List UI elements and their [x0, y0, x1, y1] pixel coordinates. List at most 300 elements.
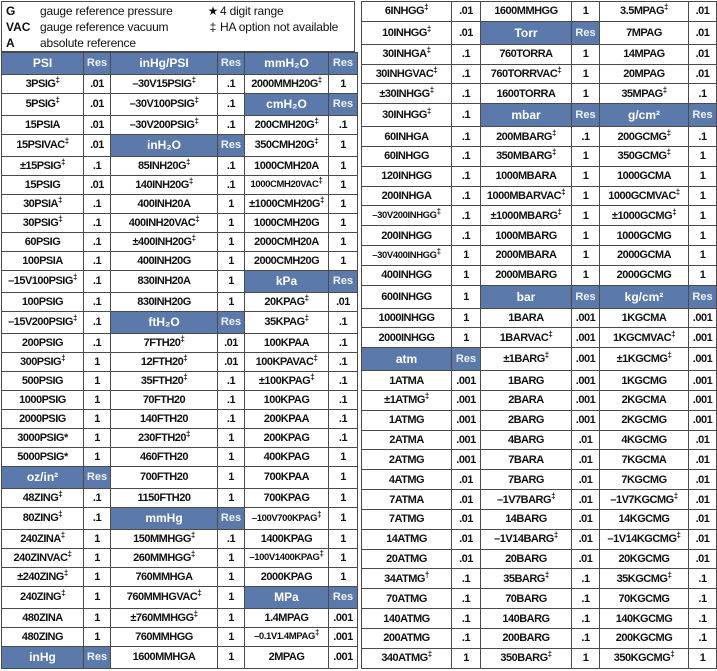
resolution-cell: .001	[572, 348, 600, 371]
table-row	[2, 74, 358, 93]
unit-range-cell: ±15PSIG‡	[2, 156, 84, 175]
unit-range-cell: 1000CMH20VAC‡	[245, 175, 329, 194]
resolution-cell: 1	[452, 308, 481, 328]
resolution-cell: 1	[218, 232, 245, 251]
unit-range-cell: 140FTH20	[111, 409, 218, 428]
unit-range-cell: 2MPAG	[245, 646, 329, 668]
footnote-marker: ‡	[57, 195, 62, 205]
unit-range-cell: 760TORRA	[481, 44, 572, 64]
table-row	[362, 589, 717, 609]
table-row	[2, 646, 358, 668]
resolution-cell: 1	[329, 156, 358, 175]
unit-range-cell: 100PSIA	[2, 251, 84, 270]
footnote-marker: ‡	[424, 2, 429, 12]
star-icon: ★	[207, 4, 219, 18]
unit-range-cell: 1600TORRA	[481, 84, 572, 104]
resolution-cell: 1	[329, 74, 358, 93]
footnote-marker: ‡	[191, 75, 196, 85]
unit-range-cell: –100V1400KPAG‡	[245, 548, 329, 567]
resolution-cell: 1	[329, 175, 358, 194]
resolution-cell: 1	[218, 466, 245, 488]
resolution-cell: 1	[452, 285, 481, 308]
unit-range-cell: 3.5MPAG‡	[600, 2, 689, 22]
resolution-cell: .1	[452, 104, 481, 127]
unit-range-cell: 200BARG	[481, 628, 572, 648]
table-row	[2, 311, 358, 333]
unit-range-cell: 120INHGG	[362, 166, 452, 186]
table-row	[362, 206, 717, 226]
section-header-cell: mmH₂O	[245, 53, 329, 75]
res-header-cell: Res	[84, 466, 111, 488]
resolution-cell: .001	[689, 348, 717, 371]
table-row	[362, 104, 717, 127]
footnote-marker: ‡	[667, 350, 672, 360]
table-row	[362, 648, 717, 668]
unit-range-cell: ±1000CMH20G‡	[245, 194, 329, 213]
resolution-cell: .1	[329, 311, 358, 333]
unit-range-cell: 35FTH20‡	[111, 371, 218, 390]
unit-range-cell: 15PSIA	[2, 115, 84, 134]
unit-range-cell: 400INH20VAC‡	[111, 213, 218, 232]
resolution-cell: 1	[689, 146, 717, 166]
resolution-cell: 1	[218, 194, 245, 213]
resolution-cell: .1	[84, 156, 111, 175]
unit-range-cell: 140KGCMG	[600, 609, 689, 629]
resolution-cell: .001	[572, 410, 600, 430]
unit-range-cell: 350GCMG‡	[600, 146, 689, 166]
footnote-marker: ‡	[547, 649, 552, 659]
unit-range-cell: –30V200PSIG‡	[111, 115, 218, 134]
unit-range-cell: 1000MBARVAC‡	[481, 186, 572, 206]
unit-range-cell: 500PSIG	[2, 371, 84, 390]
unit-range-cell: 70ATMG	[362, 589, 452, 609]
pressure-range-table-left	[1, 52, 358, 669]
table-row	[362, 186, 717, 206]
unit-range-cell: ±100KPAG‡	[245, 371, 329, 390]
legend-footnote-keys	[206, 3, 338, 51]
resolution-cell: .1	[329, 390, 358, 409]
unit-range-cell: 14KGCMG	[600, 509, 689, 529]
footnote-marker: ‡	[194, 95, 199, 105]
resolution-cell: 1	[218, 292, 245, 311]
table-row	[2, 567, 358, 586]
table-row	[362, 166, 717, 186]
table-row	[2, 548, 358, 567]
resolution-cell: .01	[689, 2, 717, 22]
unit-range-cell: 4BARG	[481, 430, 572, 450]
unit-range-cell: 400INHGG	[362, 265, 452, 285]
section-header-cell: inHg	[2, 646, 84, 668]
footnote-marker: ‡	[304, 313, 309, 323]
unit-range-cell: 340ATMG‡	[362, 648, 452, 668]
footnote-marker: ‡	[676, 530, 681, 540]
resolution-cell: .01	[329, 292, 358, 311]
resolution-cell: .001	[329, 646, 358, 668]
resolution-cell: .01	[689, 529, 717, 549]
resolution-cell: 1	[84, 548, 111, 567]
footnote-marker: ‡	[195, 214, 200, 224]
unit-range-cell: 85INH20G‡	[111, 156, 218, 175]
footnote-marker: ‡	[314, 116, 319, 126]
table-row	[362, 569, 717, 589]
unit-range-cell: 2KGCMA	[600, 390, 689, 410]
table-row	[2, 428, 358, 447]
unit-range-cell: 2000MBARA	[481, 246, 572, 266]
resolution-cell: .1	[452, 589, 481, 609]
footnote-marker: ‡	[666, 147, 671, 157]
table-row	[362, 285, 717, 308]
resolution-cell: 1	[329, 232, 358, 251]
unit-range-cell: 200MBARG‡	[481, 127, 572, 147]
unit-range-cell: 14ATMG	[362, 529, 452, 549]
footnote-marker: ‡	[548, 329, 553, 339]
resolution-cell: 1	[218, 251, 245, 270]
resolution-cell: 1	[218, 270, 245, 292]
footnote-marker: ‡	[61, 157, 65, 167]
unit-range-cell: 200KGCMG	[600, 628, 689, 648]
unit-range-cell: ±30INHGG‡	[362, 84, 452, 104]
table-row	[362, 64, 717, 84]
footnote-marker: ‡	[67, 549, 72, 559]
unit-range-cell: 200INHGG	[362, 226, 452, 246]
table-row	[362, 84, 717, 104]
resolution-cell: .1	[84, 311, 111, 333]
unit-range-cell: 400INH20A	[111, 194, 218, 213]
unit-range-cell: 35KPAG‡	[245, 311, 329, 333]
table-row	[2, 409, 358, 428]
section-header-cell: inH₂O	[111, 134, 218, 156]
table-row	[2, 371, 358, 390]
unit-range-cell: 830INH20A	[111, 270, 218, 292]
footnote-marker: ‡	[426, 45, 431, 55]
unit-range-cell: 3000PSIG*	[2, 428, 84, 447]
footnote-marker: ‡	[72, 313, 77, 323]
unit-range-cell: 350CMH20G‡	[245, 134, 329, 156]
resolution-cell: .001	[689, 371, 717, 391]
resolution-cell: .01	[84, 115, 111, 134]
unit-range-cell: 200KPAG	[245, 428, 329, 447]
footnote-marker: ‡	[183, 372, 188, 382]
legend-reference-keys	[6, 3, 206, 51]
footnote-marker: ‡	[318, 176, 323, 186]
resolution-cell: 1	[329, 194, 358, 213]
resolution-cell: 1	[452, 265, 481, 285]
unit-range-cell: 70BARG	[481, 589, 572, 609]
table-row	[2, 627, 358, 646]
table-row	[362, 509, 717, 529]
resolution-cell: .1	[329, 409, 358, 428]
unit-range-cell: 30PSIA‡	[2, 194, 84, 213]
resolution-cell: .001	[452, 390, 481, 410]
unit-range-cell: 100PSIG	[2, 292, 84, 311]
table-row	[2, 175, 358, 194]
unit-range-cell: 1BARVAC‡	[481, 328, 572, 348]
unit-range-cell: 2000CMH20G	[245, 251, 329, 270]
table-row	[362, 308, 717, 328]
unit-range-cell: 260MMHGG‡	[111, 548, 218, 567]
footnote-marker: ‡	[193, 609, 198, 619]
resolution-cell: .1	[329, 115, 358, 134]
unit-range-cell: 1600MMHGG	[481, 2, 572, 22]
unit-range-cell: 480ZINA	[2, 608, 84, 627]
footnote-marker: ‡	[58, 489, 63, 499]
table-row	[2, 333, 358, 352]
footnote-marker: ‡	[186, 157, 190, 167]
table-row	[2, 213, 358, 232]
unit-range-cell: 2KGCMG	[600, 410, 689, 430]
table-row	[362, 348, 717, 371]
unit-range-cell: 1ATMA	[362, 371, 452, 391]
unit-range-cell: ±1000MBARG‡	[481, 206, 572, 226]
unit-range-cell: 760MMHGVAC‡	[111, 586, 218, 608]
unit-range-cell: 5PSIG‡	[2, 93, 84, 115]
resolution-cell: 1	[218, 646, 245, 668]
unit-range-cell: 15PSIVAC‡	[2, 134, 84, 156]
resolution-cell: 1	[84, 529, 111, 548]
footnote-marker: ‡	[183, 353, 188, 363]
table-row	[2, 352, 358, 371]
resolution-cell: 1	[329, 567, 358, 586]
footnote-marker: ‡	[429, 85, 434, 95]
resolution-cell: .1	[452, 84, 481, 104]
footnote-marker: ‡	[197, 588, 202, 598]
table-row	[2, 251, 358, 270]
resolution-cell: 1	[329, 507, 358, 529]
unit-range-cell: 240ZINA‡	[2, 529, 84, 548]
footnote-marker: ‡	[557, 207, 562, 217]
resolution-cell: .01	[452, 509, 481, 529]
unit-range-cell: 200PSIG	[2, 333, 84, 352]
resolution-cell: 1	[84, 371, 111, 390]
table-row	[2, 507, 358, 529]
footnote-marker: ‡	[436, 207, 441, 217]
res-header-cell: Res	[218, 134, 245, 156]
footnote-marker: ‡	[673, 490, 678, 500]
footnote-marker: ‡	[426, 106, 431, 116]
unit-range-cell: 12FTH20‡	[111, 352, 218, 371]
resolution-cell: .001	[329, 608, 358, 627]
footnote-marker: ‡	[544, 570, 549, 580]
unit-range-cell: 200INHGA	[362, 186, 452, 206]
table-row	[2, 292, 358, 311]
resolution-cell: .01	[572, 450, 600, 470]
res-header-cell: Res	[572, 21, 600, 44]
unit-range-cell: –1V7KGCMG‡	[600, 490, 689, 510]
resolution-cell: .01	[572, 430, 600, 450]
legend-symbol: VAC	[6, 20, 31, 34]
resolution-cell: .01	[572, 549, 600, 569]
resolution-cell: .01	[452, 21, 481, 44]
res-header-cell: Res	[572, 104, 600, 127]
legend-symbol: A	[6, 36, 15, 50]
unit-range-cell: –30V200INHGG‡	[362, 206, 452, 226]
resolution-cell: .01	[84, 93, 111, 115]
unit-range-cell: 1KGCMG	[600, 371, 689, 391]
resolution-cell: .1	[572, 127, 600, 147]
resolution-cell: .001	[689, 410, 717, 430]
resolution-cell: .01	[689, 44, 717, 64]
footnote-marker: ‡	[190, 549, 195, 559]
unit-range-cell: 700KPAG	[245, 488, 329, 507]
table-row	[362, 450, 717, 470]
unit-range-cell: 3PSIG‡	[2, 74, 84, 93]
table-row	[2, 488, 358, 507]
footnote-marker: ‡	[317, 75, 322, 85]
resolution-cell: 1	[329, 447, 358, 466]
resolution-cell: .01	[452, 2, 481, 22]
unit-range-cell: –30V400INHGG‡	[362, 246, 452, 266]
unit-range-cell: 200GCMG‡	[600, 127, 689, 147]
footnote-marker: ‡	[60, 530, 65, 540]
unit-range-cell: –1V14KGCMG‡	[600, 529, 689, 549]
section-header-cell: cmH₂O	[245, 93, 329, 115]
legend-note-description: 4 digit range	[220, 4, 284, 18]
resolution-cell: .1	[572, 569, 600, 589]
footnote-marker: ‡	[433, 65, 438, 75]
unit-range-cell: 700KPAA	[245, 466, 329, 488]
resolution-cell: 1	[572, 206, 600, 226]
resolution-cell: .1	[452, 628, 481, 648]
unit-range-cell: 15PSIG	[2, 175, 84, 194]
resolution-cell: 1	[452, 648, 481, 668]
footnote-marker: ‡	[58, 214, 63, 224]
resolution-cell: .001	[452, 450, 481, 470]
resolution-cell: .01	[689, 470, 717, 490]
unit-range-cell: 4KGCMG	[600, 430, 689, 450]
table-row	[2, 232, 358, 251]
unit-range-cell: 760MMHGG	[111, 627, 218, 646]
resolution-cell: .01	[452, 490, 481, 510]
resolution-cell: .001	[689, 390, 717, 410]
unit-range-cell: 230FTH20‡	[111, 428, 218, 447]
legend-note	[206, 19, 338, 35]
table-row	[362, 628, 717, 648]
resolution-cell: 1	[218, 213, 245, 232]
footnote-marker: ‡	[188, 176, 193, 186]
table-row	[362, 609, 717, 629]
unit-range-cell: 7MPAG	[600, 21, 689, 44]
unit-range-cell: –1V14BARG‡	[481, 529, 572, 549]
resolution-cell: 1	[329, 548, 358, 567]
unit-range-cell: –30V100PSIG‡	[111, 93, 218, 115]
resolution-cell: 1	[572, 226, 600, 246]
unit-range-cell: 2000GCMA	[600, 246, 689, 266]
table-row	[362, 529, 717, 549]
unit-range-cell: 2ATMA	[362, 430, 452, 450]
unit-range-cell: 4ATMG	[362, 470, 452, 490]
unit-range-cell: 60PSIG	[2, 232, 84, 251]
footnote-marker: ‡	[427, 649, 432, 659]
resolution-cell: 1	[84, 409, 111, 428]
resolution-cell: .01	[572, 509, 600, 529]
section-header-cell: inHg/PSI	[111, 53, 218, 75]
resolution-cell: 1	[329, 466, 358, 488]
unit-range-cell: –100V700KPAG‡	[245, 507, 329, 529]
unit-range-cell: 2BARA	[481, 390, 572, 410]
resolution-cell: 1	[689, 186, 717, 206]
resolution-cell: .1	[84, 507, 111, 529]
unit-range-cell: 30INHGG‡	[362, 104, 452, 127]
unit-range-cell: 1000GCMG	[600, 226, 689, 246]
unit-range-cell: 30PSIG‡	[2, 213, 84, 232]
resolution-cell: 1	[572, 2, 600, 22]
resolution-cell: 1	[329, 213, 358, 232]
unit-range-cell: 2000GCMG	[600, 265, 689, 285]
resolution-cell: .1	[84, 488, 111, 507]
unit-range-cell: 350KGCMG‡	[600, 648, 689, 668]
section-header-cell: Torr	[481, 21, 572, 44]
footnote-marker: ‡	[544, 350, 549, 360]
unit-range-cell: 700FTH20	[111, 466, 218, 488]
resolution-cell: 1	[329, 251, 358, 270]
pressure-range-table-right	[361, 1, 717, 669]
unit-range-cell: 20BARG	[481, 549, 572, 569]
resolution-cell: .01	[452, 529, 481, 549]
unit-range-cell: 1KGCMA	[600, 308, 689, 328]
resolution-cell: 1	[329, 529, 358, 548]
unit-range-cell: 2000PSIG	[2, 409, 84, 428]
resolution-cell: .001	[452, 410, 481, 430]
unit-range-cell: 30INHGA‡	[362, 44, 452, 64]
resolution-cell: .1	[218, 371, 245, 390]
res-header-cell: Res	[218, 53, 245, 75]
resolution-cell: .1	[218, 93, 245, 115]
unit-range-cell: 600INHGG	[362, 285, 452, 308]
resolution-cell: .1	[689, 127, 717, 147]
res-header-cell: Res	[218, 311, 245, 333]
table-row	[362, 2, 717, 22]
resolution-cell: .01	[84, 175, 111, 194]
section-header-cell: mbar	[481, 104, 572, 127]
legend-item	[6, 19, 206, 35]
unit-range-cell: 460FTH20	[111, 447, 218, 466]
resolution-cell: 1	[329, 134, 358, 156]
footnote-marker: ‡	[551, 490, 556, 500]
resolution-cell: .001	[689, 328, 717, 348]
unit-range-cell: 7BARG	[481, 470, 572, 490]
footnote-marker: ‡	[61, 353, 66, 363]
unit-range-cell: 20MPAG	[600, 64, 689, 84]
legend-item	[6, 3, 206, 19]
unit-range-cell: 300PSIG‡	[2, 352, 84, 371]
footnote-marker: ‡	[551, 147, 556, 157]
resolution-cell: .1	[572, 628, 600, 648]
resolution-cell: .01	[689, 509, 717, 529]
section-header-cell: MPa	[245, 586, 329, 608]
footnote-marker: ‡	[304, 293, 309, 303]
table-row	[362, 127, 717, 147]
footnote-marker: ‡	[561, 187, 566, 197]
unit-range-cell: 2000KPAG	[245, 567, 329, 586]
resolution-cell: .1	[452, 166, 481, 186]
resolution-cell: .1	[452, 146, 481, 166]
resolution-cell: 1	[84, 586, 111, 608]
unit-range-cell: 14MPAG	[600, 44, 689, 64]
unit-range-cell: 10INHGG‡	[362, 21, 452, 44]
unit-range-cell: 70FTH20	[111, 390, 218, 409]
footnote-marker: ‡	[666, 127, 671, 137]
resolution-cell: .01	[689, 21, 717, 44]
resolution-cell: .1	[218, 409, 245, 428]
resolution-cell: 1	[84, 390, 111, 409]
resolution-cell: 1	[689, 166, 717, 186]
unit-range-cell: 1000MBARA	[481, 166, 572, 186]
unit-range-cell: 35BARG‡	[481, 569, 572, 589]
resolution-cell: .1	[329, 371, 358, 390]
unit-range-cell: 14BARG	[481, 509, 572, 529]
footnote-marker: ‡	[670, 649, 675, 659]
table-row	[2, 608, 358, 627]
